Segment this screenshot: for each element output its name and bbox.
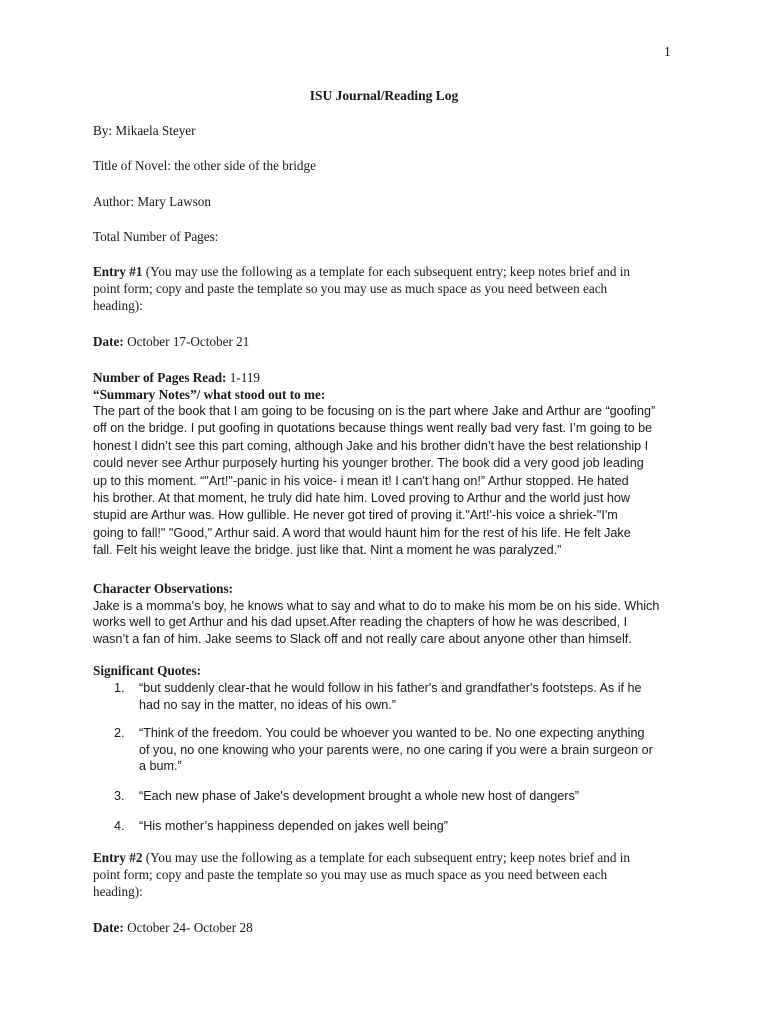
summary-line: stupid are Arthur was. How gullible. He never got tired of proving it."Art!'-his voice a shriek-"I'm (93, 508, 618, 523)
summary-line: going to fall!" "Good," Arthur said. A word that would haunt him for the rest of his life. He felt Jake (93, 525, 631, 540)
summary-line: fall. Felt his weight leave the bridge. just like that. Nint a moment he was paralyzed.” (93, 543, 562, 558)
character-observations-label: Character Observations: (93, 581, 234, 596)
quote-number: 3. (114, 789, 125, 803)
entry1-pages-label: Number of Pages Read: (93, 370, 227, 385)
entry1-summary-label: “Summary Notes”/ what stood out to me: (93, 387, 326, 402)
entry1-pages (93, 369, 683, 386)
quote-line: “but suddenly clear-that he would follow in his father's and grandfather's footsteps. As if he (139, 681, 642, 695)
entry1-instructions-1: (You may use the following as a template for each subsequent entry; keep notes brief and in (142, 264, 631, 279)
quote-line: of you, no one knowing who your parents were, no one caring if you were a brain surgeon or (139, 742, 653, 757)
character-line: wasn’t a fan of him. Jake seems to Slack off and not really care about anyone other than himself. (93, 631, 632, 646)
character-observations-text (93, 598, 693, 647)
quote-line: “His mother’s happiness depended on jakes well being” (139, 819, 448, 833)
quote-line: “Each new phase of Jake's development brought a whole new host of dangers” (139, 789, 579, 803)
author-byline: By: Mikaela Steyer (93, 123, 196, 138)
summary-line: his brother. At that moment, he truly did hate him. Loved proving to Arthur and the world just how (93, 491, 630, 506)
summary-line: off on the bridge. I put goofing in quotations because things went really bad very fast. I’m going to be (93, 421, 653, 436)
entry2-label: Entry #2 (93, 850, 143, 865)
document-title: ISU Journal/Reading Log (309, 88, 459, 103)
entry1-label: Entry #1 (93, 264, 143, 279)
total-pages: Total Number of Pages: (93, 229, 219, 244)
quote-number: 4. (114, 819, 125, 833)
entry1-date (93, 333, 683, 350)
entry2-date-value: October 24- October 28 (123, 920, 253, 935)
summary-line: up to this moment. “"Art!"-panic in his voice- i mean it! I can't hang on!” Arthur stopped. He hated (93, 473, 629, 488)
quote-text (139, 725, 699, 775)
entry2-date-label: Date: (93, 920, 124, 935)
character-line: works well to get Arthur and his dad upset.After reading the chapters of how he was described, I (93, 615, 628, 630)
entry1-summary-text (93, 403, 693, 560)
quote-line: had no say in the matter, no ideas of his own.” (139, 697, 396, 712)
novel-author: Author: Mary Lawson (93, 194, 211, 209)
entry2-instructions-2: point form; copy and paste the template so you may use as much space as you need between each (93, 867, 608, 882)
entry1-date-value: October 17-October 21 (123, 334, 250, 349)
entry1-date-label: Date: (93, 334, 124, 349)
page-number: 1 (664, 44, 671, 59)
entry2-heading (93, 849, 683, 900)
quote-text (139, 680, 699, 713)
quote-text (139, 788, 699, 805)
entry2-instructions-1: (You may use the following as a template for each subsequent entry; keep notes brief and in (142, 850, 631, 865)
quote-line: a bum.” (139, 759, 182, 773)
summary-line: could never see Arthur purposely hurting his younger brother. The book did a very good job leading (93, 456, 644, 471)
quote-number: 2. (114, 726, 125, 740)
entry1-pages-value: 1-119 (226, 370, 261, 385)
character-line: Jake is a momma's boy, he knows what to say and what to do to make his mom be on his side. Which (93, 599, 660, 613)
significant-quotes-label: Significant Quotes: (93, 663, 202, 678)
summary-line: The part of the book that I am going to be focusing on is the part where Jake and Arthur are “goofing” (93, 404, 656, 418)
novel-title: Title of Novel: the other side of the bridge (93, 158, 316, 173)
entry1-instructions-2: point form; copy and paste the template so you may use as much space as you need between each (93, 281, 608, 296)
entry1-heading (93, 263, 683, 314)
entry1-instructions-3: heading): (93, 298, 143, 313)
quote-text (139, 818, 699, 835)
quote-number: 1. (114, 681, 125, 695)
entry2-date (93, 919, 683, 936)
quote-line: “Think of the freedom. You could be whoever you wanted to be. No one expecting anything (139, 726, 645, 740)
entry2-instructions-3: heading): (93, 884, 143, 899)
summary-line: honest I didn’t see this part coming, although Jake and his brother didn’t have the best relationship I (93, 438, 649, 453)
